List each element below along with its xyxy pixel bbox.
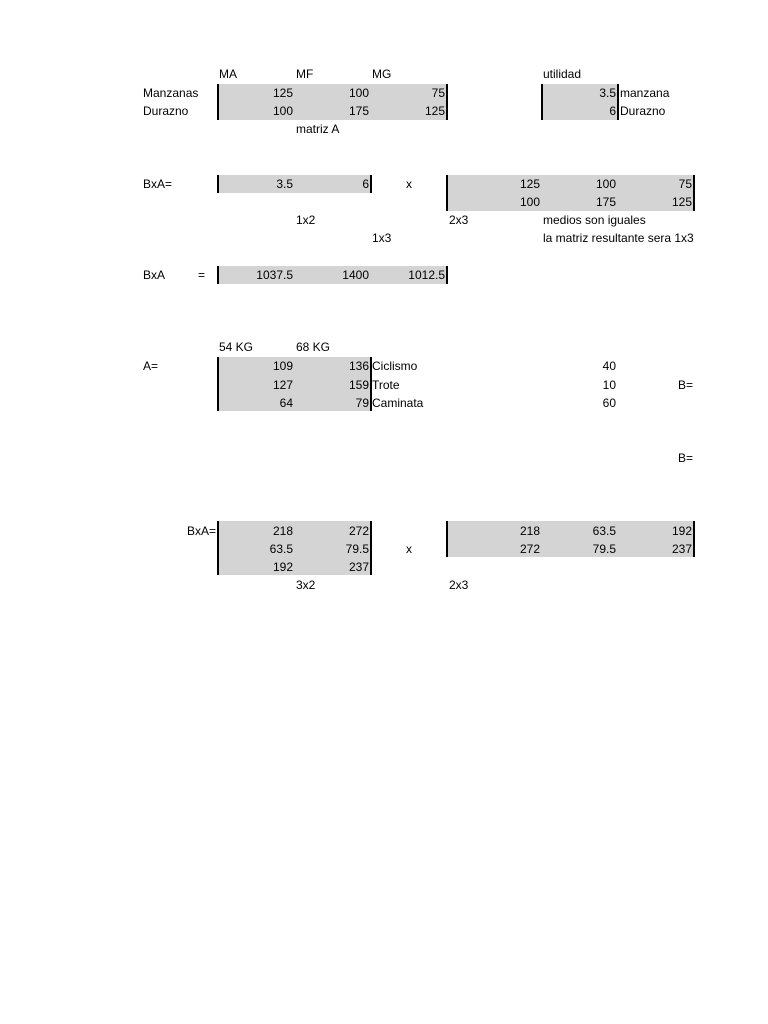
note-resultante: la matriz resultante sera 1x3 bbox=[543, 231, 694, 245]
times-symbol: x bbox=[406, 542, 412, 556]
utility-right-bar bbox=[617, 84, 619, 120]
right-matrix2-cell: 192 bbox=[671, 524, 692, 538]
side-value: 40 bbox=[602, 359, 616, 373]
row-label-trote: Trote bbox=[372, 378, 400, 392]
matrix-a-right-bar bbox=[446, 84, 448, 120]
right-matrix-cell: 125 bbox=[519, 177, 540, 191]
matrix-a-cell: 175 bbox=[348, 104, 369, 118]
matrix-a2-cell: 64 bbox=[279, 396, 293, 410]
col-header-ma: MA bbox=[219, 67, 237, 81]
col-header-mg: MG bbox=[372, 67, 392, 81]
matrix-a2-cell: 136 bbox=[348, 359, 369, 373]
dim-result-label: 1x3 bbox=[372, 231, 392, 245]
right-matrix-cell: 175 bbox=[595, 195, 616, 209]
right-matrix-right-bar bbox=[693, 175, 695, 211]
right-matrix2-cell: 63.5 bbox=[592, 524, 616, 538]
right-matrix-cell: 100 bbox=[595, 177, 616, 191]
matrix-a2-cell: 159 bbox=[348, 378, 369, 392]
left-matrix-cell: 6 bbox=[362, 177, 369, 191]
bxa-label: BxA= bbox=[143, 177, 173, 191]
right-matrix2-right-bar bbox=[693, 521, 695, 557]
right-matrix2-cell: 237 bbox=[671, 542, 692, 556]
utility-value: 6 bbox=[609, 104, 616, 118]
left-matrix2-cell: 79.5 bbox=[345, 542, 369, 556]
matrix-a-cell: 100 bbox=[348, 86, 369, 100]
matrix-a2-cell: 109 bbox=[272, 359, 293, 373]
matrix-a2-cell: 79 bbox=[355, 396, 369, 410]
matrix-a-cell: 125 bbox=[424, 104, 445, 118]
dim-right2-label: 2x3 bbox=[449, 578, 469, 592]
bxa2-label: BxA= bbox=[187, 524, 217, 538]
col-header-68kg: 68 KG bbox=[296, 340, 331, 354]
left-matrix2-cell: 237 bbox=[348, 560, 369, 574]
equals-symbol: = bbox=[198, 268, 206, 282]
side-value: 10 bbox=[602, 378, 616, 392]
result-cell: 1400 bbox=[342, 268, 369, 282]
matrix-a2-cell: 127 bbox=[272, 378, 293, 392]
right-matrix2-cell: 79.5 bbox=[592, 542, 616, 556]
matrix-a-cell: 100 bbox=[272, 104, 293, 118]
right-matrix-cell: 125 bbox=[671, 195, 692, 209]
result-cell: 1012.5 bbox=[408, 268, 445, 282]
note-medios: medios son iguales bbox=[543, 213, 646, 227]
dim-left-label: 1x2 bbox=[296, 213, 316, 227]
matrix-a-cell: 125 bbox=[272, 86, 293, 100]
result-label: BxA bbox=[143, 268, 166, 282]
b-label: B= bbox=[678, 451, 694, 465]
right-matrix-cell: 75 bbox=[678, 177, 692, 191]
col-header-mf: MF bbox=[296, 67, 314, 81]
matrix-a-cell: 75 bbox=[431, 86, 445, 100]
row-label-caminata: Caminata bbox=[372, 396, 424, 410]
row-label-durazno: Durazno bbox=[143, 104, 189, 118]
left-matrix2-cell: 272 bbox=[348, 524, 369, 538]
times-symbol: x bbox=[406, 177, 412, 191]
row-label-ciclismo: Ciclismo bbox=[372, 359, 418, 373]
matrix-a2-label: A= bbox=[143, 359, 159, 373]
dim-right-label: 2x3 bbox=[449, 213, 469, 227]
utility-label-durazno: Durazno bbox=[620, 104, 666, 118]
side-value: 60 bbox=[602, 396, 616, 410]
left-matrix-cell: 3.5 bbox=[276, 177, 293, 191]
b-label: B= bbox=[678, 378, 694, 392]
left-matrix2-cell: 192 bbox=[272, 560, 293, 574]
result-cell: 1037.5 bbox=[256, 268, 293, 282]
row-label-manzanas: Manzanas bbox=[143, 86, 199, 100]
left-matrix2-cell: 63.5 bbox=[269, 542, 293, 556]
dim-left2-label: 3x2 bbox=[296, 578, 316, 592]
utility-value: 3.5 bbox=[599, 86, 616, 100]
matrix-a-caption: matriz A bbox=[296, 122, 340, 136]
left-matrix2-right-bar bbox=[370, 521, 372, 575]
left-matrix2-cell: 218 bbox=[272, 524, 293, 538]
left-matrix-right-bar bbox=[370, 175, 372, 193]
right-matrix2-cell: 218 bbox=[519, 524, 540, 538]
right-matrix-cell: 100 bbox=[519, 195, 540, 209]
col-header-54kg: 54 KG bbox=[219, 340, 254, 354]
result-right-bar bbox=[446, 266, 448, 284]
utility-header: utilidad bbox=[543, 67, 582, 81]
right-matrix2-cell: 272 bbox=[519, 542, 540, 556]
utility-label-manzana: manzana bbox=[620, 86, 670, 100]
